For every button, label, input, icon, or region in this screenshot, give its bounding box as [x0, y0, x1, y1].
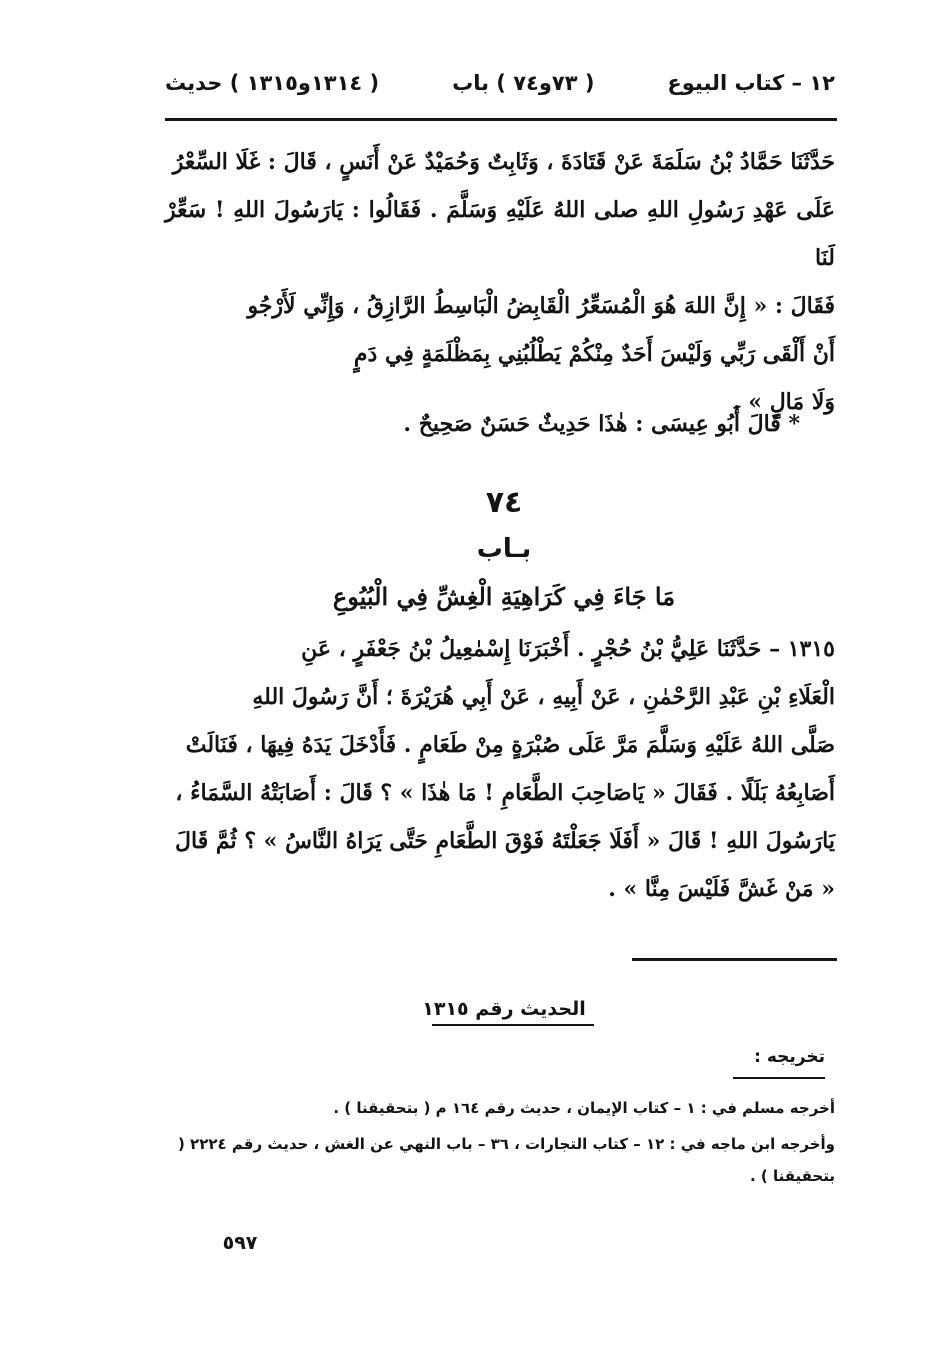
page-number: ٥٩٧ [222, 1232, 258, 1254]
notes-heading: الحديث رقم ١٣١٥ [422, 998, 586, 1020]
text-line: وَلَا مَالٍ » . [732, 389, 835, 415]
chapter-number: ٧٤ [485, 485, 523, 520]
chapter-title: مَا جَاءَ فِي كَرَاهِيَةِ الْغِشِّ فِي الْبُيُوعِ [332, 582, 676, 611]
text-line: الْعَلَاءِ بْنِ عَبْدِ الرَّحْمٰنِ ، عَنْ أَبِيهِ ، عَنْ أَبِي هُرَيْرَةَ ؛ أَنَّ رَسُولَ اللهِ [252, 684, 835, 710]
text-line: أَصَابِعُهُ بَلَلًا . فَقَالَ « يَاصَاحِبَ الطَّعَامِ ! مَا هٰذَا » ؟ قَالَ : أَصَابَتْهُ السَّمَاءُ ، [175, 780, 835, 806]
header-hadith-ref: ( ١٣١٤و١٣١٥ ) حديث [165, 71, 380, 95]
text-line: حَدَّثَنَا حَمَّادُ بْنُ سَلَمَةَ عَنْ قَتَادَةَ ، وَثَابِتٌ وَحُمَيْدٌ عَنْ أَنَسٍ ، قَالَ : غَلَا السِّعْرُ [172, 149, 835, 175]
text-line: يَارَسُولَ اللهِ ! قَالَ « أَفَلَا جَعَلْتَهُ فَوْقَ الطَّعَامِ حَتَّى يَرَاهُ النَّاسُ » ؟ ثُمَّ قَالَ [175, 828, 835, 854]
running-header [165, 58, 835, 108]
footnote-line: وأخرجه ابن ماجه في : ١٢ – كتاب التجارات ، ٣٦ – باب النهي عن الغش ، حديث رقم ٢٢٢٤ ( بتحقيقنا ) . [177, 1135, 835, 1185]
hadith-1314-continuation [165, 138, 835, 426]
text-line: فَقَالَ : « إِنَّ اللهَ هُوَ الْمُسَعِّرُ الْقَابِضُ الْبَاسِطُ الرَّازِقُ ، وَإِنِّي لَأَرْجُو [247, 293, 835, 319]
text-line: صَلَّى اللهُ عَلَيْهِ وَسَلَّمَ مَرَّ عَلَى صُبْرَةٍ مِنْ طَعَامٍ . فَأَدْخَلَ يَدَهُ فِيهَا ، فَنَالَتْ [185, 732, 835, 758]
takhrij-underline [733, 1077, 825, 1079]
header-chapter-ref: ( ٧٣و٧٤ ) باب [452, 71, 595, 95]
footnote-separator [632, 958, 837, 961]
hadith-1315 [165, 625, 835, 913]
text-line: أَنْ أَلْقَى رَبِّي وَلَيْسَ أَحَدٌ مِنْكُمْ يَطْلُبُنِي بِمَظْلَمَةٍ فِي دَمٍ [353, 341, 835, 367]
notes-heading-underline [432, 1024, 594, 1026]
chapter-label: بـاب [476, 534, 532, 564]
header-book-title: ١٢ – كتاب البيوع [667, 71, 835, 95]
text-line: « مَنْ غَشَّ فَلَيْسَ مِنَّا » . [608, 876, 835, 902]
footnote-line: أخرجه مسلم في : ١ – كتاب الإيمان ، حديث رقم ١٦٤ م ( بتحقيقنا ) . [333, 1099, 835, 1117]
text-line: ١٣١٥ – حَدَّثَنَا عَلِيُّ بْنُ حُجْرٍ . أَخْبَرَنَا إِسْمٰعِيلُ بْنُ جَعْفَرٍ ، عَنِ [301, 636, 835, 662]
takhrij-label: تخريجه : [754, 1047, 825, 1067]
header-rule [165, 118, 837, 121]
text-line: عَلَى عَهْدِ رَسُولِ اللهِ صلى اللهُ عَلَيْهِ وَسَلَّمَ . فَقَالُوا : يَارَسُولَ اللهِ ! سَعِّرْ لَنَا [165, 197, 835, 271]
abu-isa-comment: * قَالَ أَبُو عِيسَى : هٰذَا حَدِيثٌ حَسَنٌ صَحِيحٌ . [403, 411, 800, 437]
